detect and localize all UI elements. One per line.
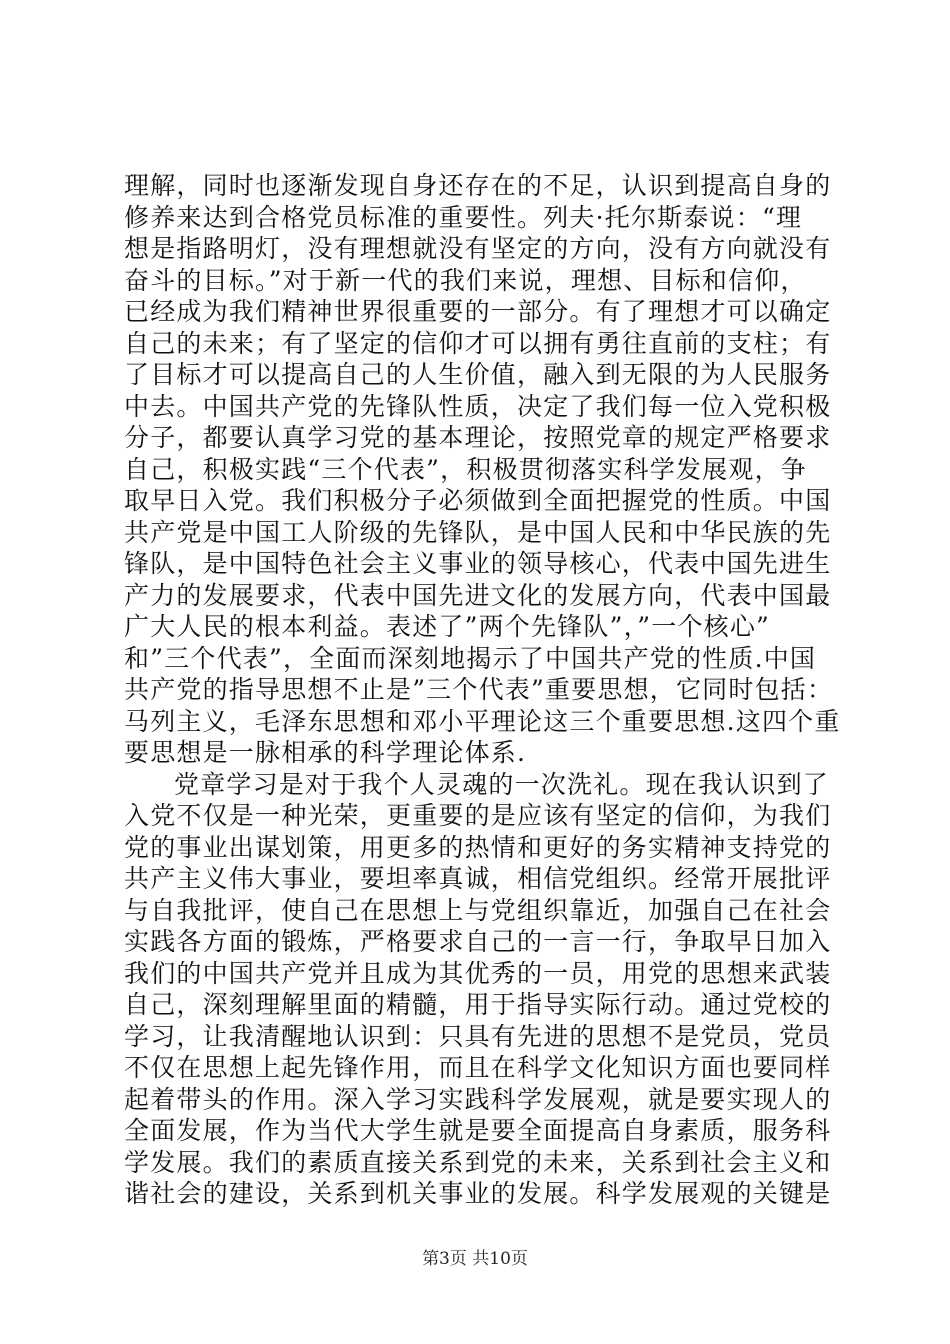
text-line: 共产党是中国工人阶级的先锋队，是中国人民和中华民族的先 — [124, 517, 832, 547]
paragraph-first-line: 党章学习是对于我个人灵魂的一次洗礼。现在我认识到了 — [174, 769, 830, 799]
text-line: 自己，深刻理解里面的精髓，用于指导实际行动。通过党校的 — [124, 990, 832, 1019]
text-line: 马列主义，毛泽东思想和邓小平理论这三个重要思想.这四个重 — [124, 706, 841, 736]
text-line: 起着带头的作用。深入学习实践科学发展观，就是要实现人的 — [124, 1084, 832, 1114]
text-line: 了目标才可以提高自己的人生价值，融入到无限的为人民服务 — [124, 360, 832, 389]
text-line: 产力的发展要求，代表中国先进文化的发展方向，代表中国最 — [124, 580, 832, 610]
text-line: 学发展。我们的素质直接关系到党的未来，关系到社会主义和 — [124, 1147, 832, 1177]
text-line: 分子，都要认真学习党的基本理论，按照党章的规定严格要求 — [124, 423, 832, 452]
body-text — [124, 170, 844, 1210]
text-line: 取早日入党。我们积极分子必须做到全面把握党的性质。中国 — [124, 486, 832, 515]
text-line: 理解，同时也逐渐发现自身还存在的不足，认识到提高自身的 — [124, 171, 832, 200]
text-line: 谐社会的建设，关系到机关事业的发展。科学发展观的关键是 — [124, 1179, 832, 1208]
text-line: 广大人民的根本利益。表述了”两个先锋队”，”一个核心” — [124, 612, 771, 641]
text-line: 锋队，是中国特色社会主义事业的领导核心，代表中国先进生 — [124, 549, 832, 578]
text-line: 党的事业出谋划策，用更多的热情和更好的务实精神支持党的 — [124, 832, 832, 862]
text-line: 要思想是一脉相承的科学理论体系. — [124, 738, 527, 767]
text-line: 自己的未来；有了坚定的信仰才可以拥有勇往直前的支柱；有 — [124, 328, 832, 358]
text-line: 不仅在思想上起先锋作用，而且在科学文化知识方面也要同样 — [124, 1053, 832, 1082]
text-line: 自己，积极实践“三个代表”，积极贯彻落实科学发展观，争 — [124, 454, 807, 484]
text-line: 中去。中国共产党的先锋队性质，决定了我们每一位入党积极 — [124, 391, 832, 421]
text-line: 我们的中国共产党并且成为其优秀的一员，用党的思想来武装 — [124, 958, 832, 988]
text-line: 已经成为我们精神世界很重要的一部分。有了理想才可以确定 — [124, 297, 832, 326]
text-line: 全面发展，作为当代大学生就是要全面提高自身素质，服务科 — [124, 1116, 832, 1145]
page-footer: 第3页 共10页 — [422, 1249, 528, 1269]
text-line: 和”三个代表”，全面而深刻地揭示了中国共产党的性质.中国 — [124, 643, 817, 673]
text-line: 与自我批评，使自己在思想上与党组织靠近，加强自己在社会 — [124, 895, 832, 925]
text-line: 共产党的指导思想不止是”三个代表”重要思想，它同时包括： — [124, 675, 834, 704]
text-line: 实践各方面的锻炼，严格要求自己的一言一行，争取早日加入 — [124, 927, 832, 956]
text-line: 入党不仅是一种光荣，更重要的是应该有坚定的信仰，为我们 — [124, 801, 832, 830]
text-line: 奋斗的目标。”对于新一代的我们来说，理想、目标和信仰， — [124, 265, 807, 295]
text-line: 学习，让我清醒地认识到：只具有先进的思想不是党员，党员 — [124, 1021, 832, 1051]
text-line: 修养来达到合格党员标准的重要性。列夫·托尔斯泰说：“理 — [124, 202, 803, 232]
text-line: 想是指路明灯，没有理想就没有坚定的方向，没有方向就没有 — [124, 234, 832, 263]
text-line: 共产主义伟大事业，要坦率真诚，相信党组织。经常开展批评 — [124, 864, 832, 893]
